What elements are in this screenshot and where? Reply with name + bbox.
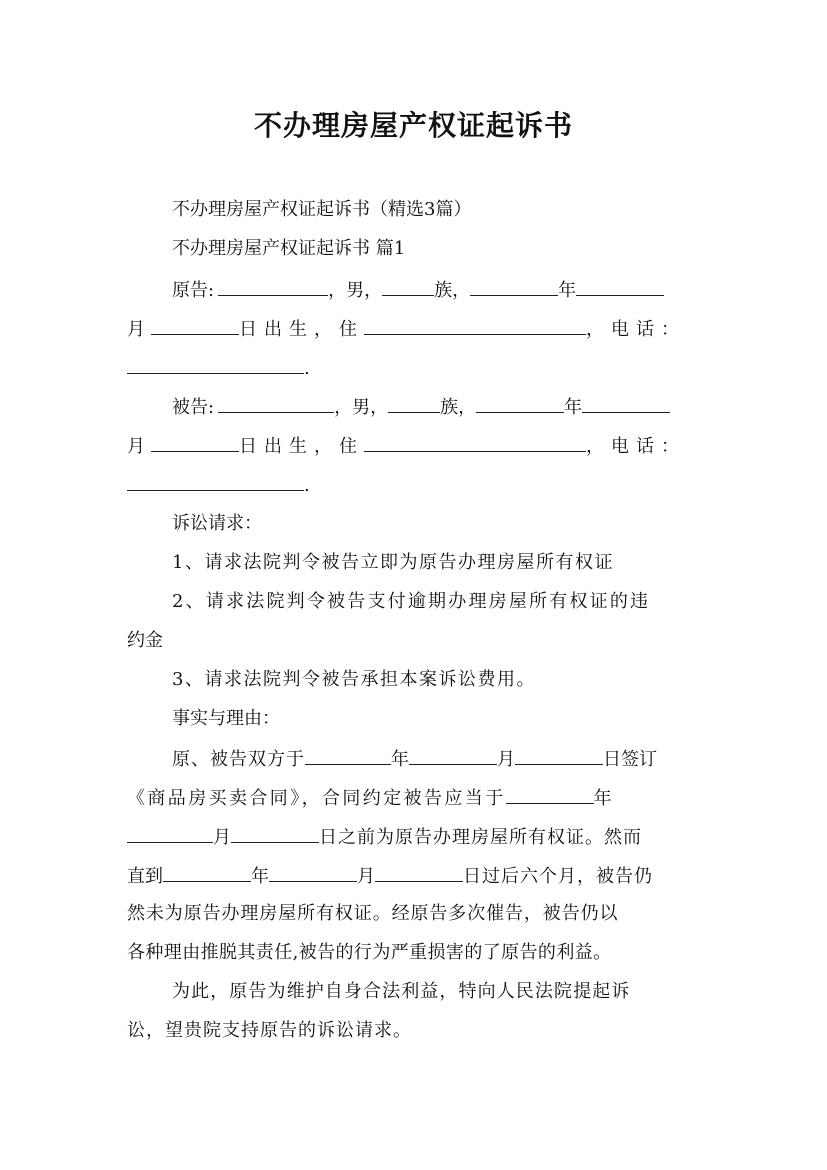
period-text: .: [304, 358, 310, 379]
blank-month: [409, 746, 497, 765]
after-text: 日过后六个月，被告仍: [463, 866, 653, 887]
ethnicity-text: 族，: [440, 397, 477, 418]
facts-line-6: 各种理由推脱其责任,被告的行为严重损害的了原告的利益。: [127, 942, 612, 963]
claim-1: 1、请求法院判令被告立即为原告办理房屋所有权证: [172, 552, 614, 573]
facts-line-3: [127, 824, 642, 850]
blank-day: [375, 863, 463, 882]
year-text: 年: [391, 749, 409, 770]
year-text: 年: [558, 280, 577, 301]
month-text: 月: [213, 827, 231, 848]
blank-address: [364, 316, 586, 335]
section-heading: 不办理房屋产权证起诉书 篇1: [172, 238, 406, 259]
phone-text: ，电话：: [586, 436, 686, 457]
blank-day: [515, 746, 603, 765]
defendant-line-3: [127, 472, 310, 498]
blank-phone: [127, 472, 304, 491]
period-text: .: [304, 475, 310, 496]
blank-year: [127, 824, 213, 843]
month-text: 月: [127, 319, 145, 340]
until-text: 直到: [127, 866, 163, 887]
closing-line-1: 为此，原告为维护自身合法利益，特向人民法院提起诉: [172, 981, 631, 1002]
defendant-label: 被告:: [172, 397, 215, 418]
claims-heading: 诉讼请求：: [172, 513, 262, 534]
before-text: 日之前为原告办理房屋所有权证。然而: [319, 827, 642, 848]
blank-day: [231, 824, 319, 843]
month-text: 月: [497, 749, 515, 770]
signed-text: 日签订: [603, 749, 657, 770]
blank-day: [151, 316, 239, 335]
born-text: 日出生，住: [239, 319, 364, 340]
plaintiff-line-3: [127, 355, 310, 381]
facts-line-5: 然未为原告办理房屋所有权证。经原告多次催告，被告仍以: [127, 903, 619, 924]
blank-month: [582, 394, 670, 413]
blank-name: [218, 394, 334, 413]
document-subtitle: 不办理房屋产权证起诉书（精选3篇）: [172, 199, 472, 220]
blank-year: [305, 746, 391, 765]
document-title: 不办理房屋产权证起诉书: [253, 109, 573, 142]
gender-text: ，男，: [328, 280, 383, 301]
blank-month: [269, 863, 357, 882]
blank-ethnicity: [382, 277, 434, 296]
born-text: 日出生，住: [239, 436, 364, 457]
facts-line-2: [127, 785, 612, 811]
defendant-line-1: [172, 394, 670, 420]
year-text: 年: [564, 397, 583, 418]
facts-heading: 事实与理由：: [172, 708, 280, 729]
facts-line-1: [172, 746, 657, 772]
claim-2-line-2: 约金: [127, 630, 163, 651]
phone-text: ，电话：: [586, 319, 686, 340]
blank-year: [163, 863, 251, 882]
blank-address: [364, 433, 586, 452]
month-text: 月: [127, 436, 145, 457]
gender-text: ，男，: [334, 397, 389, 418]
closing-line-2: 讼，望贵院支持原告的诉讼请求。: [127, 1020, 412, 1041]
claim-2-line-1: 2、请求法院判令被告支付逾期办理房屋所有权证的违: [172, 591, 651, 612]
blank-year: [470, 277, 558, 296]
blank-phone: [127, 355, 304, 374]
defendant-line-2: [127, 433, 686, 459]
plaintiff-label: 原告:: [172, 280, 215, 301]
facts-text: 原、被告双方于: [172, 749, 305, 770]
plaintiff-line-2: [127, 316, 686, 342]
month-text: 月: [357, 866, 375, 887]
ethnicity-text: 族，: [434, 280, 471, 301]
facts-line-4: [127, 863, 653, 889]
year-text: 年: [251, 866, 269, 887]
blank-month: [576, 277, 664, 296]
blank-ethnicity: [388, 394, 440, 413]
plaintiff-line-1: [172, 277, 664, 303]
blank-name: [218, 277, 328, 296]
claim-3: 3、请求法院判令被告承担本案诉讼费用。: [172, 669, 536, 690]
blank-year: [476, 394, 564, 413]
blank-year: [506, 785, 594, 804]
year-text: 年: [593, 788, 612, 809]
blank-day: [151, 433, 239, 452]
contract-text: 《商品房买卖合同》，合同约定被告应当于: [127, 788, 506, 809]
